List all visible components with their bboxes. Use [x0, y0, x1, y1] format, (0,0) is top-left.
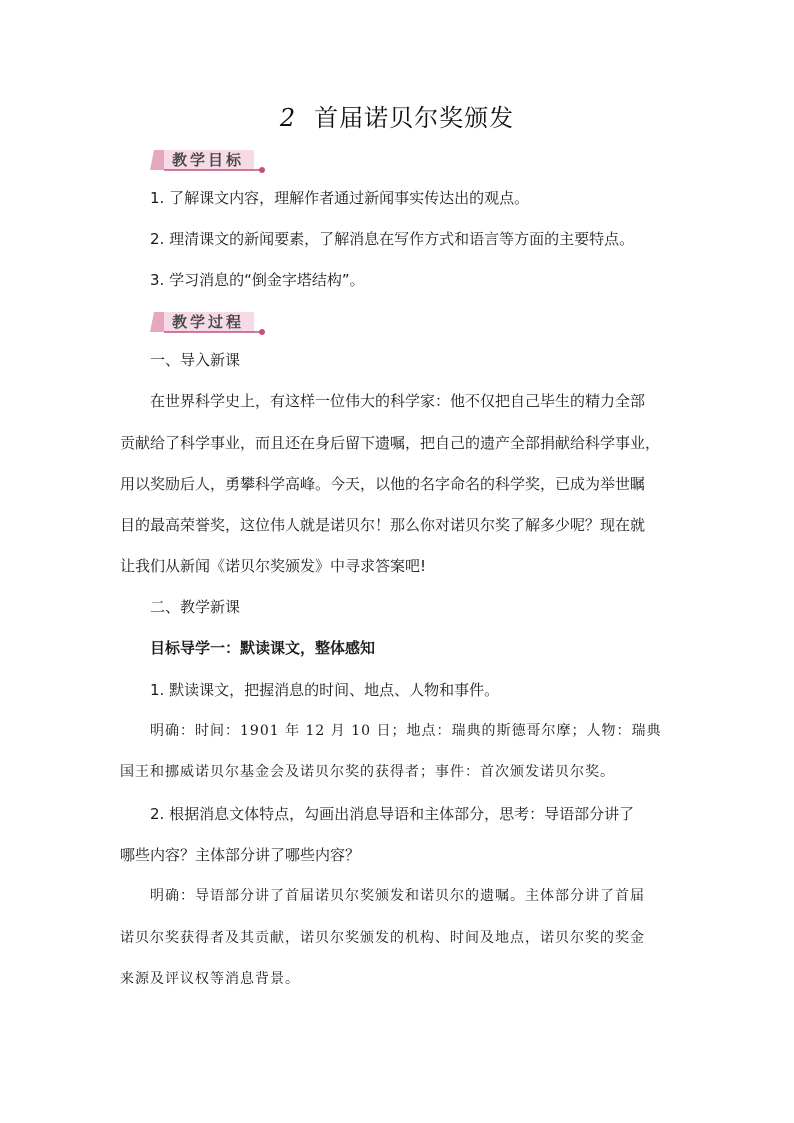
- goal-item-1: 1. 了解课文内容，理解作者通过新闻事实传达出的观点。: [150, 189, 530, 207]
- lesson-title-text: 首届诺贝尔奖颁发: [314, 104, 515, 132]
- intro-line-3: 用以奖励后人，勇攀科学高峰。今天，以他的名字命名的科学奖，已成为举世瞩: [120, 475, 646, 493]
- heading-new-lesson: 二、教学新课: [150, 598, 241, 616]
- section-label-process: 教学过程: [172, 313, 245, 331]
- answer-2-line-2: 诺贝尔奖获得者及其贡献，诺贝尔奖颁发的机构、时间及地点，诺贝尔奖的奖金: [120, 930, 645, 946]
- intro-line-4: 目的最高荣誉奖，这位伟人就是诺贝尔！那么你对诺贝尔奖了解多少呢？现在就: [120, 516, 646, 534]
- section-label-goals: 教学目标: [172, 151, 245, 169]
- lesson-title: [0, 98, 794, 133]
- question-2-line-2: 哪些内容？主体部分讲了哪些内容？: [120, 846, 361, 864]
- intro-line-2: 贡献给了科学事业，而且还在身后留下遗嘱，把自己的遗产全部捐献给科学事业，: [120, 434, 661, 452]
- section-banner-goals: [150, 146, 270, 176]
- answer-2-line-1: 明确：导语部分讲了首届诺贝尔奖颁发和诺贝尔的遗嘱。主体部分讲了首届: [150, 888, 645, 904]
- question-1: 1. 默读课文，把握消息的时间、地点、人物和事件。: [150, 681, 500, 699]
- question-2-line-1: 2. 根据消息文体特点，勾画出消息导语和主体部分，思考：导语部分讲了: [150, 805, 635, 823]
- heading-goal-1: 目标导学一：默读课文，整体感知: [150, 639, 376, 657]
- answer-1-line-2: 国王和挪威诺贝尔基金会及诺贝尔奖的获得者；事件：首次颁发诺贝尔奖。: [120, 764, 615, 780]
- heading-intro: 一、导入新课: [150, 351, 241, 369]
- intro-line-5: 让我们从新闻《诺贝尔奖颁发》中寻求答案吧!: [120, 557, 427, 575]
- lesson-number: 2: [279, 104, 297, 132]
- section-banner-process: [150, 308, 270, 338]
- goal-item-3: 3. 学习消息的“倒金字塔结构”。: [150, 271, 365, 289]
- goal-item-2: 2. 理清课文的新闻要素，了解消息在写作方式和语言等方面的主要特点。: [150, 230, 635, 248]
- answer-1-line-1: 明确：时间：1901 年 12 月 10 日；地点：瑞典的斯德哥尔摩；人物：瑞典: [150, 723, 662, 739]
- intro-line-1: 在世界科学史上，有这样一位伟大的科学家：他不仅把自己毕生的精力全部: [150, 392, 646, 410]
- answer-2-line-3: 来源及评议权等消息背景。: [120, 971, 300, 987]
